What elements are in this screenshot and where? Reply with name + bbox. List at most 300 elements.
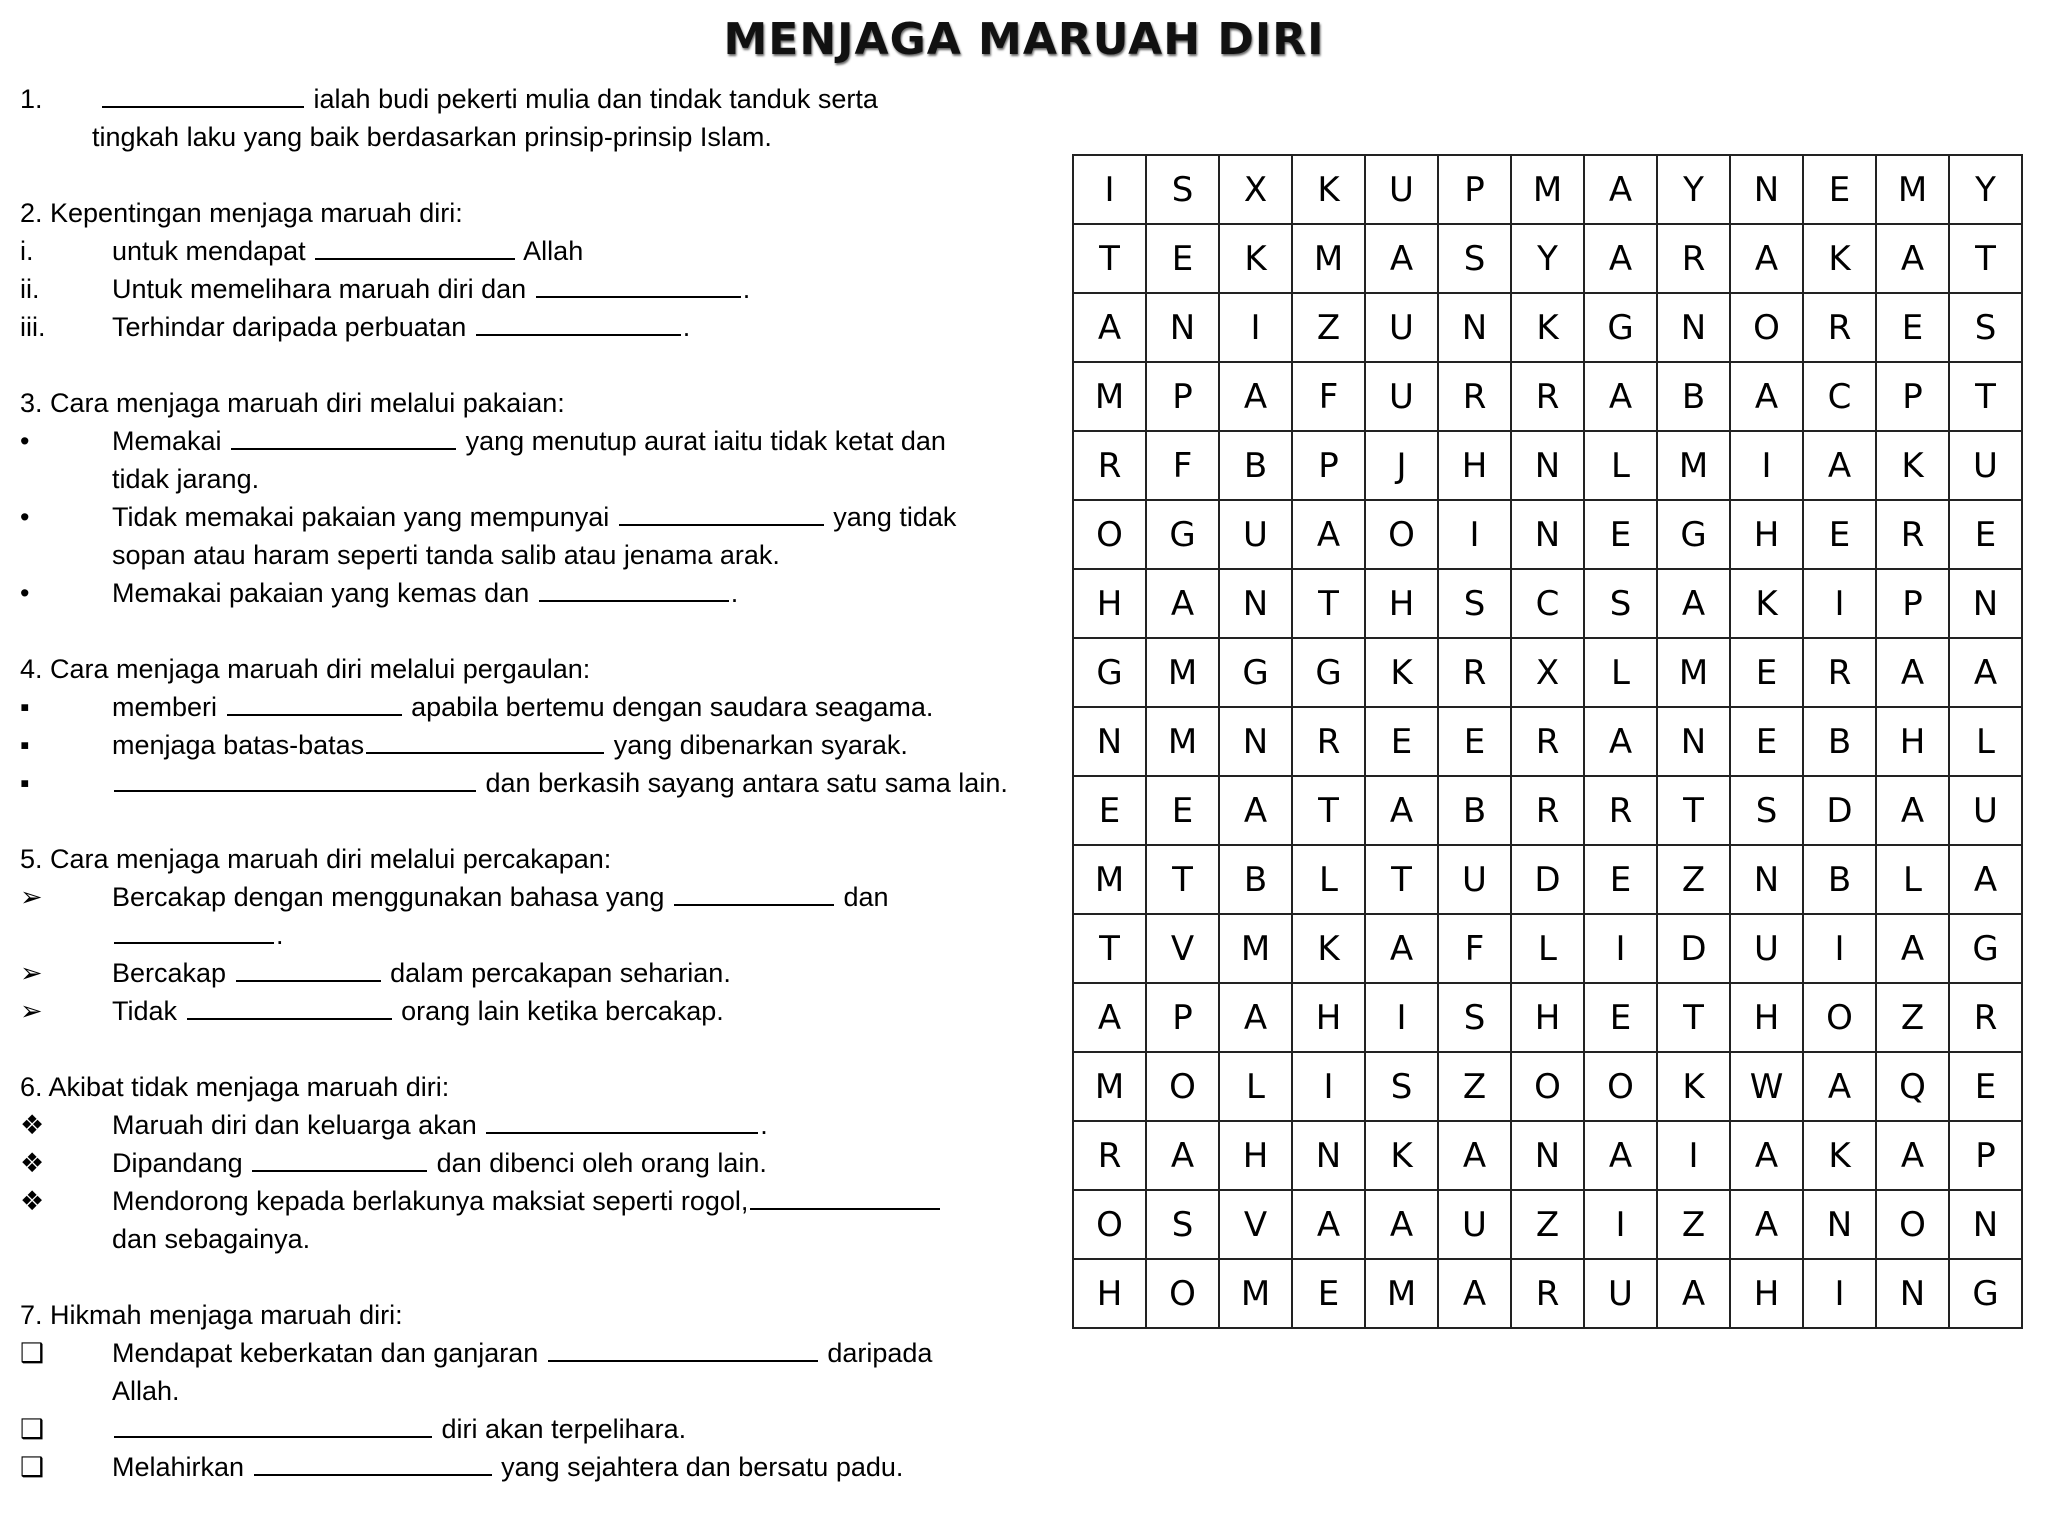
grid-cell[interactable]: B — [1219, 431, 1292, 500]
grid-cell[interactable]: X — [1219, 155, 1292, 224]
grid-cell[interactable]: O — [1146, 1052, 1219, 1121]
grid-cell[interactable]: A — [1365, 776, 1438, 845]
grid-cell[interactable]: N — [1657, 293, 1730, 362]
grid-cell[interactable]: S — [1438, 224, 1511, 293]
grid-cell[interactable]: E — [1876, 293, 1949, 362]
q5-item — [20, 954, 1040, 992]
grid-cell[interactable]: A — [1730, 224, 1803, 293]
grid-cell[interactable]: V — [1219, 1190, 1292, 1259]
grid-cell[interactable]: I — [1292, 1052, 1365, 1121]
grid-cell[interactable]: A — [1365, 224, 1438, 293]
grid-cell[interactable]: B — [1803, 845, 1876, 914]
grid-cell[interactable]: G — [1657, 500, 1730, 569]
grid-cell[interactable]: R — [1511, 776, 1584, 845]
grid-cell[interactable]: E — [1949, 1052, 2022, 1121]
grid-cell[interactable]: Z — [1511, 1190, 1584, 1259]
grid-cell[interactable]: N — [1949, 1190, 2022, 1259]
grid-cell[interactable]: L — [1511, 914, 1584, 983]
grid-cell[interactable]: R — [1803, 293, 1876, 362]
grid-cell[interactable]: S — [1365, 1052, 1438, 1121]
grid-cell[interactable]: F — [1292, 362, 1365, 431]
grid-cell[interactable]: G — [1584, 293, 1657, 362]
grid-cell[interactable]: A — [1876, 776, 1949, 845]
q5-item — [20, 878, 1040, 916]
q2-item-marker: ii. — [20, 274, 40, 304]
q5-item-text: Tidak — [112, 996, 178, 1026]
q7-blank-2[interactable] — [114, 1410, 432, 1438]
grid-cell[interactable]: H — [1073, 569, 1146, 638]
grid-row — [1073, 500, 2022, 569]
grid-cell[interactable]: N — [1803, 1190, 1876, 1259]
q7-item-text: daripada — [827, 1338, 933, 1368]
q3-item-text: Memakai pakaian yang kemas dan — [112, 578, 530, 608]
grid-cell[interactable]: F — [1438, 914, 1511, 983]
grid-cell[interactable]: F — [1146, 431, 1219, 500]
grid-cell[interactable]: M — [1511, 155, 1584, 224]
grid-cell[interactable]: E — [1365, 707, 1438, 776]
q5-item-text: Bercakap — [112, 958, 227, 988]
grid-cell[interactable]: O — [1511, 1052, 1584, 1121]
q5-item-text: dalam percakapan seharian. — [390, 958, 731, 988]
grid-cell[interactable]: E — [1584, 983, 1657, 1052]
grid-cell[interactable]: N — [1292, 1121, 1365, 1190]
grid-cell[interactable]: V — [1146, 914, 1219, 983]
grid-cell[interactable]: N — [1511, 500, 1584, 569]
grid-cell[interactable]: Y — [1949, 155, 2022, 224]
grid-cell[interactable]: A — [1365, 914, 1438, 983]
grid-cell[interactable]: R — [1073, 431, 1146, 500]
grid-cell[interactable]: Y — [1511, 224, 1584, 293]
grid-cell[interactable]: T — [1657, 776, 1730, 845]
grid-cell[interactable]: A — [1219, 983, 1292, 1052]
grid-cell[interactable]: L — [1584, 431, 1657, 500]
q7-blank-1[interactable] — [548, 1334, 818, 1362]
grid-cell[interactable]: P — [1949, 1121, 2022, 1190]
q3-blank-3[interactable] — [539, 574, 729, 602]
grid-cell[interactable]: S — [1438, 569, 1511, 638]
grid-cell[interactable]: G — [1949, 914, 2022, 983]
grid-cell[interactable]: K — [1803, 224, 1876, 293]
grid-cell[interactable]: B — [1219, 845, 1292, 914]
grid-cell[interactable]: A — [1073, 983, 1146, 1052]
grid-cell[interactable]: H — [1876, 707, 1949, 776]
q3-blank-2[interactable] — [619, 498, 824, 526]
grid-cell[interactable]: E — [1949, 500, 2022, 569]
grid-cell[interactable]: M — [1876, 155, 1949, 224]
grid-cell[interactable]: L — [1292, 845, 1365, 914]
grid-cell[interactable]: K — [1365, 1121, 1438, 1190]
grid-cell[interactable]: P — [1876, 569, 1949, 638]
grid-cell[interactable]: M — [1365, 1259, 1438, 1328]
grid-cell[interactable]: R — [1949, 983, 2022, 1052]
q2-blank-3[interactable] — [476, 308, 681, 336]
grid-row — [1073, 1121, 2022, 1190]
grid-cell[interactable]: A — [1730, 1190, 1803, 1259]
q7-item-text: diri akan terpelihara. — [441, 1414, 687, 1444]
grid-cell[interactable]: I — [1584, 914, 1657, 983]
q7-item — [20, 1410, 1040, 1448]
grid-cell[interactable]: H — [1292, 983, 1365, 1052]
grid-row — [1073, 431, 2022, 500]
grid-cell[interactable]: U — [1365, 293, 1438, 362]
q7-item-text: Melahirkan — [112, 1452, 245, 1482]
q5-blank-1[interactable] — [674, 878, 834, 906]
grid-cell[interactable]: A — [1657, 1259, 1730, 1328]
grid-cell[interactable]: M — [1219, 1259, 1292, 1328]
grid-cell[interactable]: H — [1730, 500, 1803, 569]
grid-cell[interactable]: X — [1511, 638, 1584, 707]
grid-cell[interactable]: M — [1146, 638, 1219, 707]
q4-item-text: menjaga batas-batas — [112, 730, 365, 760]
grid-cell[interactable]: G — [1146, 500, 1219, 569]
grid-cell[interactable]: A — [1438, 1121, 1511, 1190]
q1-line-1 — [20, 80, 1040, 118]
grid-cell[interactable]: R — [1584, 776, 1657, 845]
grid-cell[interactable]: E — [1803, 500, 1876, 569]
q6-blank-1[interactable] — [486, 1106, 758, 1134]
grid-cell[interactable]: G — [1292, 638, 1365, 707]
grid-cell[interactable]: M — [1073, 362, 1146, 431]
grid-cell[interactable]: N — [1438, 293, 1511, 362]
grid-cell[interactable]: A — [1584, 224, 1657, 293]
grid-cell[interactable]: U — [1949, 776, 2022, 845]
grid-cell[interactable]: B — [1803, 707, 1876, 776]
q1-text-cont: tingkah laku yang baik berdasarkan prinsip-prinsip Islam. — [92, 122, 772, 152]
bullet-arrow-icon: ➢ — [20, 996, 43, 1026]
grid-cell[interactable]: N — [1219, 707, 1292, 776]
grid-cell[interactable]: S — [1730, 776, 1803, 845]
q6-item-text: Maruah diri dan keluarga akan — [112, 1110, 477, 1140]
grid-cell[interactable]: N — [1730, 155, 1803, 224]
grid-cell[interactable]: N — [1657, 707, 1730, 776]
grid-cell[interactable]: A — [1219, 776, 1292, 845]
grid-cell[interactable]: A — [1584, 155, 1657, 224]
grid-cell[interactable]: A — [1730, 362, 1803, 431]
grid-cell[interactable]: E — [1146, 776, 1219, 845]
q6-item-text: dan dibenci oleh orang lain. — [436, 1148, 767, 1178]
grid-cell[interactable]: E — [1584, 845, 1657, 914]
grid-cell[interactable]: L — [1219, 1052, 1292, 1121]
grid-cell[interactable]: G — [1219, 638, 1292, 707]
grid-cell[interactable]: S — [1146, 155, 1219, 224]
grid-cell[interactable]: I — [1365, 983, 1438, 1052]
grid-cell[interactable]: M — [1073, 845, 1146, 914]
q2-item-marker: iii. — [20, 312, 46, 342]
bullet-dot-icon: • — [20, 502, 30, 532]
grid-cell[interactable]: T — [1146, 845, 1219, 914]
grid-cell[interactable]: A — [1876, 638, 1949, 707]
grid-cell[interactable]: H — [1730, 1259, 1803, 1328]
grid-cell[interactable]: M — [1073, 1052, 1146, 1121]
q3-item-text: Memakai — [112, 426, 222, 456]
bullet-checkbox-icon: ❑ — [20, 1452, 45, 1482]
q1-line-2 — [20, 118, 1040, 156]
grid-cell[interactable]: A — [1949, 638, 2022, 707]
grid-cell[interactable]: Z — [1657, 1190, 1730, 1259]
grid-cell[interactable]: R — [1511, 707, 1584, 776]
grid-cell[interactable]: A — [1803, 1052, 1876, 1121]
grid-cell[interactable]: E — [1803, 155, 1876, 224]
grid-cell[interactable]: O — [1146, 1259, 1219, 1328]
grid-cell[interactable]: A — [1876, 224, 1949, 293]
grid-cell[interactable]: I — [1657, 1121, 1730, 1190]
grid-cell[interactable]: J — [1365, 431, 1438, 500]
q1-blank[interactable] — [102, 80, 304, 108]
q4-item-text: memberi — [112, 692, 218, 722]
grid-cell[interactable]: L — [1584, 638, 1657, 707]
q2-blank-2[interactable] — [536, 270, 741, 298]
q2-item-marker: i. — [20, 236, 34, 266]
grid-cell[interactable]: Y — [1657, 155, 1730, 224]
grid-cell[interactable]: I — [1730, 431, 1803, 500]
q5-item — [20, 992, 1040, 1030]
grid-cell[interactable]: O — [1584, 1052, 1657, 1121]
grid-cell[interactable]: N — [1876, 1259, 1949, 1328]
grid-cell[interactable]: U — [1365, 155, 1438, 224]
q6-item-text-cont: dan sebagainya. — [112, 1224, 311, 1254]
grid-cell[interactable]: A — [1365, 1190, 1438, 1259]
grid-cell[interactable]: U — [1949, 431, 2022, 500]
grid-cell[interactable]: R — [1511, 362, 1584, 431]
q5-blank-3[interactable] — [236, 954, 381, 982]
grid-cell[interactable]: I — [1438, 500, 1511, 569]
grid-cell[interactable]: T — [1365, 845, 1438, 914]
grid-cell[interactable]: T — [1949, 362, 2022, 431]
word-search-grid — [1072, 154, 2023, 1329]
word-search-body — [1073, 155, 2022, 1328]
bullet-dot-icon: • — [20, 578, 30, 608]
grid-cell[interactable]: K — [1657, 1052, 1730, 1121]
grid-cell[interactable]: T — [1073, 914, 1146, 983]
grid-cell[interactable]: N — [1146, 293, 1219, 362]
q5-blank-2[interactable] — [114, 916, 274, 944]
grid-cell[interactable]: P — [1438, 155, 1511, 224]
q4-blank-2[interactable] — [366, 726, 604, 754]
bullet-square-icon: ▪ — [20, 692, 30, 722]
grid-cell[interactable]: C — [1803, 362, 1876, 431]
grid-cell[interactable]: O — [1876, 1190, 1949, 1259]
grid-cell[interactable]: T — [1949, 224, 2022, 293]
grid-cell[interactable]: T — [1657, 983, 1730, 1052]
grid-cell[interactable]: E — [1730, 638, 1803, 707]
q6-blank-2[interactable] — [252, 1144, 427, 1172]
grid-cell[interactable]: A — [1073, 293, 1146, 362]
grid-cell[interactable]: P — [1146, 983, 1219, 1052]
grid-row — [1073, 224, 2022, 293]
grid-cell[interactable]: O — [1730, 293, 1803, 362]
grid-cell[interactable]: Z — [1876, 983, 1949, 1052]
grid-cell[interactable]: C — [1511, 569, 1584, 638]
grid-cell[interactable]: I — [1803, 914, 1876, 983]
q2-heading: 2. Kepentingan menjaga maruah diri: — [20, 198, 463, 228]
grid-cell[interactable]: N — [1219, 569, 1292, 638]
grid-row — [1073, 569, 2022, 638]
grid-cell[interactable]: A — [1949, 845, 2022, 914]
grid-cell[interactable]: E — [1438, 707, 1511, 776]
q3-item — [20, 498, 1040, 536]
grid-cell[interactable]: L — [1876, 845, 1949, 914]
q2-blank-1[interactable] — [315, 232, 515, 260]
grid-cell[interactable]: M — [1292, 224, 1365, 293]
grid-cell[interactable]: O — [1073, 500, 1146, 569]
grid-cell[interactable]: E — [1146, 224, 1219, 293]
grid-cell[interactable]: K — [1876, 431, 1949, 500]
grid-cell[interactable]: M — [1219, 914, 1292, 983]
bullet-square-icon: ▪ — [20, 730, 30, 760]
grid-cell[interactable]: A — [1803, 431, 1876, 500]
grid-cell[interactable]: A — [1292, 500, 1365, 569]
grid-cell[interactable]: P — [1292, 431, 1365, 500]
grid-cell[interactable]: K — [1803, 1121, 1876, 1190]
q2-item-text: Allah — [523, 236, 584, 266]
grid-cell[interactable]: K — [1292, 914, 1365, 983]
grid-cell[interactable]: E — [1073, 776, 1146, 845]
grid-cell[interactable]: E — [1584, 500, 1657, 569]
grid-row — [1073, 638, 2022, 707]
q5-blank-4[interactable] — [187, 992, 392, 1020]
q6-blank-3[interactable] — [750, 1182, 940, 1210]
grid-cell[interactable]: S — [1949, 293, 2022, 362]
grid-cell[interactable]: O — [1803, 983, 1876, 1052]
grid-cell[interactable]: H — [1073, 1259, 1146, 1328]
grid-cell[interactable]: K — [1292, 155, 1365, 224]
grid-cell[interactable]: G — [1073, 638, 1146, 707]
grid-cell[interactable]: O — [1365, 500, 1438, 569]
grid-cell[interactable]: T — [1292, 776, 1365, 845]
grid-cell[interactable]: R — [1438, 638, 1511, 707]
grid-row — [1073, 1259, 2022, 1328]
grid-cell[interactable]: R — [1876, 500, 1949, 569]
grid-cell[interactable]: A — [1584, 707, 1657, 776]
grid-cell[interactable]: U — [1365, 362, 1438, 431]
grid-cell[interactable]: A — [1584, 1121, 1657, 1190]
grid-row — [1073, 1052, 2022, 1121]
grid-cell[interactable]: P — [1876, 362, 1949, 431]
grid-cell[interactable]: T — [1292, 569, 1365, 638]
grid-cell[interactable]: R — [1073, 1121, 1146, 1190]
grid-cell[interactable]: M — [1657, 638, 1730, 707]
grid-cell[interactable]: U — [1219, 500, 1292, 569]
grid-cell[interactable]: K — [1365, 638, 1438, 707]
grid-cell[interactable]: I — [1073, 155, 1146, 224]
grid-cell[interactable]: Z — [1657, 845, 1730, 914]
bullet-dot-icon: • — [20, 426, 30, 456]
q2-item-text: . — [742, 274, 751, 304]
q3-item-text-cont: tidak jarang. — [112, 464, 260, 494]
grid-cell[interactable]: R — [1803, 638, 1876, 707]
grid-cell[interactable]: I — [1584, 1190, 1657, 1259]
grid-cell[interactable]: I — [1803, 569, 1876, 638]
grid-cell[interactable]: N — [1511, 431, 1584, 500]
grid-cell[interactable]: E — [1730, 707, 1803, 776]
grid-cell[interactable]: U — [1730, 914, 1803, 983]
grid-cell[interactable]: A — [1876, 1121, 1949, 1190]
grid-cell[interactable]: N — [1073, 707, 1146, 776]
grid-cell[interactable]: D — [1657, 914, 1730, 983]
grid-cell[interactable]: P — [1146, 362, 1219, 431]
grid-cell[interactable]: W — [1730, 1052, 1803, 1121]
grid-row — [1073, 362, 2022, 431]
q5-item-text: . — [276, 920, 284, 950]
q6-item — [20, 1182, 1040, 1220]
grid-cell[interactable]: U — [1438, 845, 1511, 914]
grid-cell[interactable]: N — [1511, 1121, 1584, 1190]
grid-cell[interactable]: K — [1511, 293, 1584, 362]
grid-cell[interactable]: A — [1146, 569, 1219, 638]
grid-cell[interactable]: A — [1584, 362, 1657, 431]
q4-heading: 4. Cara menjaga maruah diri melalui pergaulan: — [20, 654, 591, 684]
grid-cell[interactable]: R — [1511, 1259, 1584, 1328]
grid-cell[interactable]: A — [1292, 1190, 1365, 1259]
grid-row — [1073, 914, 2022, 983]
grid-cell[interactable]: M — [1657, 431, 1730, 500]
grid-cell[interactable]: Z — [1292, 293, 1365, 362]
grid-cell[interactable]: A — [1438, 1259, 1511, 1328]
grid-cell[interactable]: H — [1511, 983, 1584, 1052]
q4-item — [20, 764, 1040, 802]
q5-item-text: orang lain ketika bercakap. — [401, 996, 724, 1026]
grid-cell[interactable]: S — [1584, 569, 1657, 638]
grid-cell[interactable]: D — [1803, 776, 1876, 845]
grid-cell[interactable]: N — [1730, 845, 1803, 914]
grid-cell[interactable]: O — [1073, 1190, 1146, 1259]
grid-cell[interactable]: R — [1292, 707, 1365, 776]
grid-cell[interactable]: I — [1803, 1259, 1876, 1328]
grid-cell[interactable]: G — [1949, 1259, 2022, 1328]
q3-heading: 3. Cara menjaga maruah diri melalui pakaian: — [20, 388, 565, 418]
grid-cell[interactable]: B — [1657, 362, 1730, 431]
q3-item-text: yang tidak — [833, 502, 957, 532]
grid-cell[interactable]: M — [1146, 707, 1219, 776]
grid-row — [1073, 707, 2022, 776]
grid-cell[interactable]: S — [1438, 983, 1511, 1052]
grid-cell[interactable]: R — [1657, 224, 1730, 293]
grid-cell[interactable]: K — [1219, 224, 1292, 293]
grid-cell[interactable]: H — [1365, 569, 1438, 638]
grid-cell[interactable]: T — [1073, 224, 1146, 293]
grid-cell[interactable]: A — [1730, 1121, 1803, 1190]
grid-cell[interactable]: S — [1146, 1190, 1219, 1259]
grid-cell[interactable]: Q — [1876, 1052, 1949, 1121]
grid-cell[interactable]: B — [1438, 776, 1511, 845]
q7-blank-3[interactable] — [254, 1448, 492, 1476]
q4-blank-3[interactable] — [114, 764, 476, 792]
grid-cell[interactable]: D — [1511, 845, 1584, 914]
grid-cell[interactable]: U — [1438, 1190, 1511, 1259]
q2-item-text: . — [682, 312, 691, 342]
grid-cell[interactable]: A — [1146, 1121, 1219, 1190]
grid-cell[interactable]: I — [1219, 293, 1292, 362]
q6-item — [20, 1106, 1040, 1144]
q4-blank-1[interactable] — [227, 688, 402, 716]
grid-cell[interactable]: H — [1730, 983, 1803, 1052]
grid-cell[interactable]: A — [1876, 914, 1949, 983]
grid-cell[interactable]: A — [1657, 569, 1730, 638]
grid-cell[interactable]: A — [1219, 362, 1292, 431]
grid-cell[interactable]: L — [1949, 707, 2022, 776]
grid-cell[interactable]: R — [1438, 362, 1511, 431]
grid-cell[interactable]: U — [1584, 1259, 1657, 1328]
grid-cell[interactable]: N — [1949, 569, 2022, 638]
grid-cell[interactable]: K — [1730, 569, 1803, 638]
q7-heading: 7. Hikmah menjaga maruah diri: — [20, 1300, 403, 1330]
q5-item-text: Bercakap dengan menggunakan bahasa yang — [112, 882, 665, 912]
grid-cell[interactable]: H — [1219, 1121, 1292, 1190]
grid-cell[interactable]: Z — [1438, 1052, 1511, 1121]
q3-blank-1[interactable] — [231, 422, 456, 450]
grid-cell[interactable]: E — [1292, 1259, 1365, 1328]
grid-cell[interactable]: H — [1438, 431, 1511, 500]
